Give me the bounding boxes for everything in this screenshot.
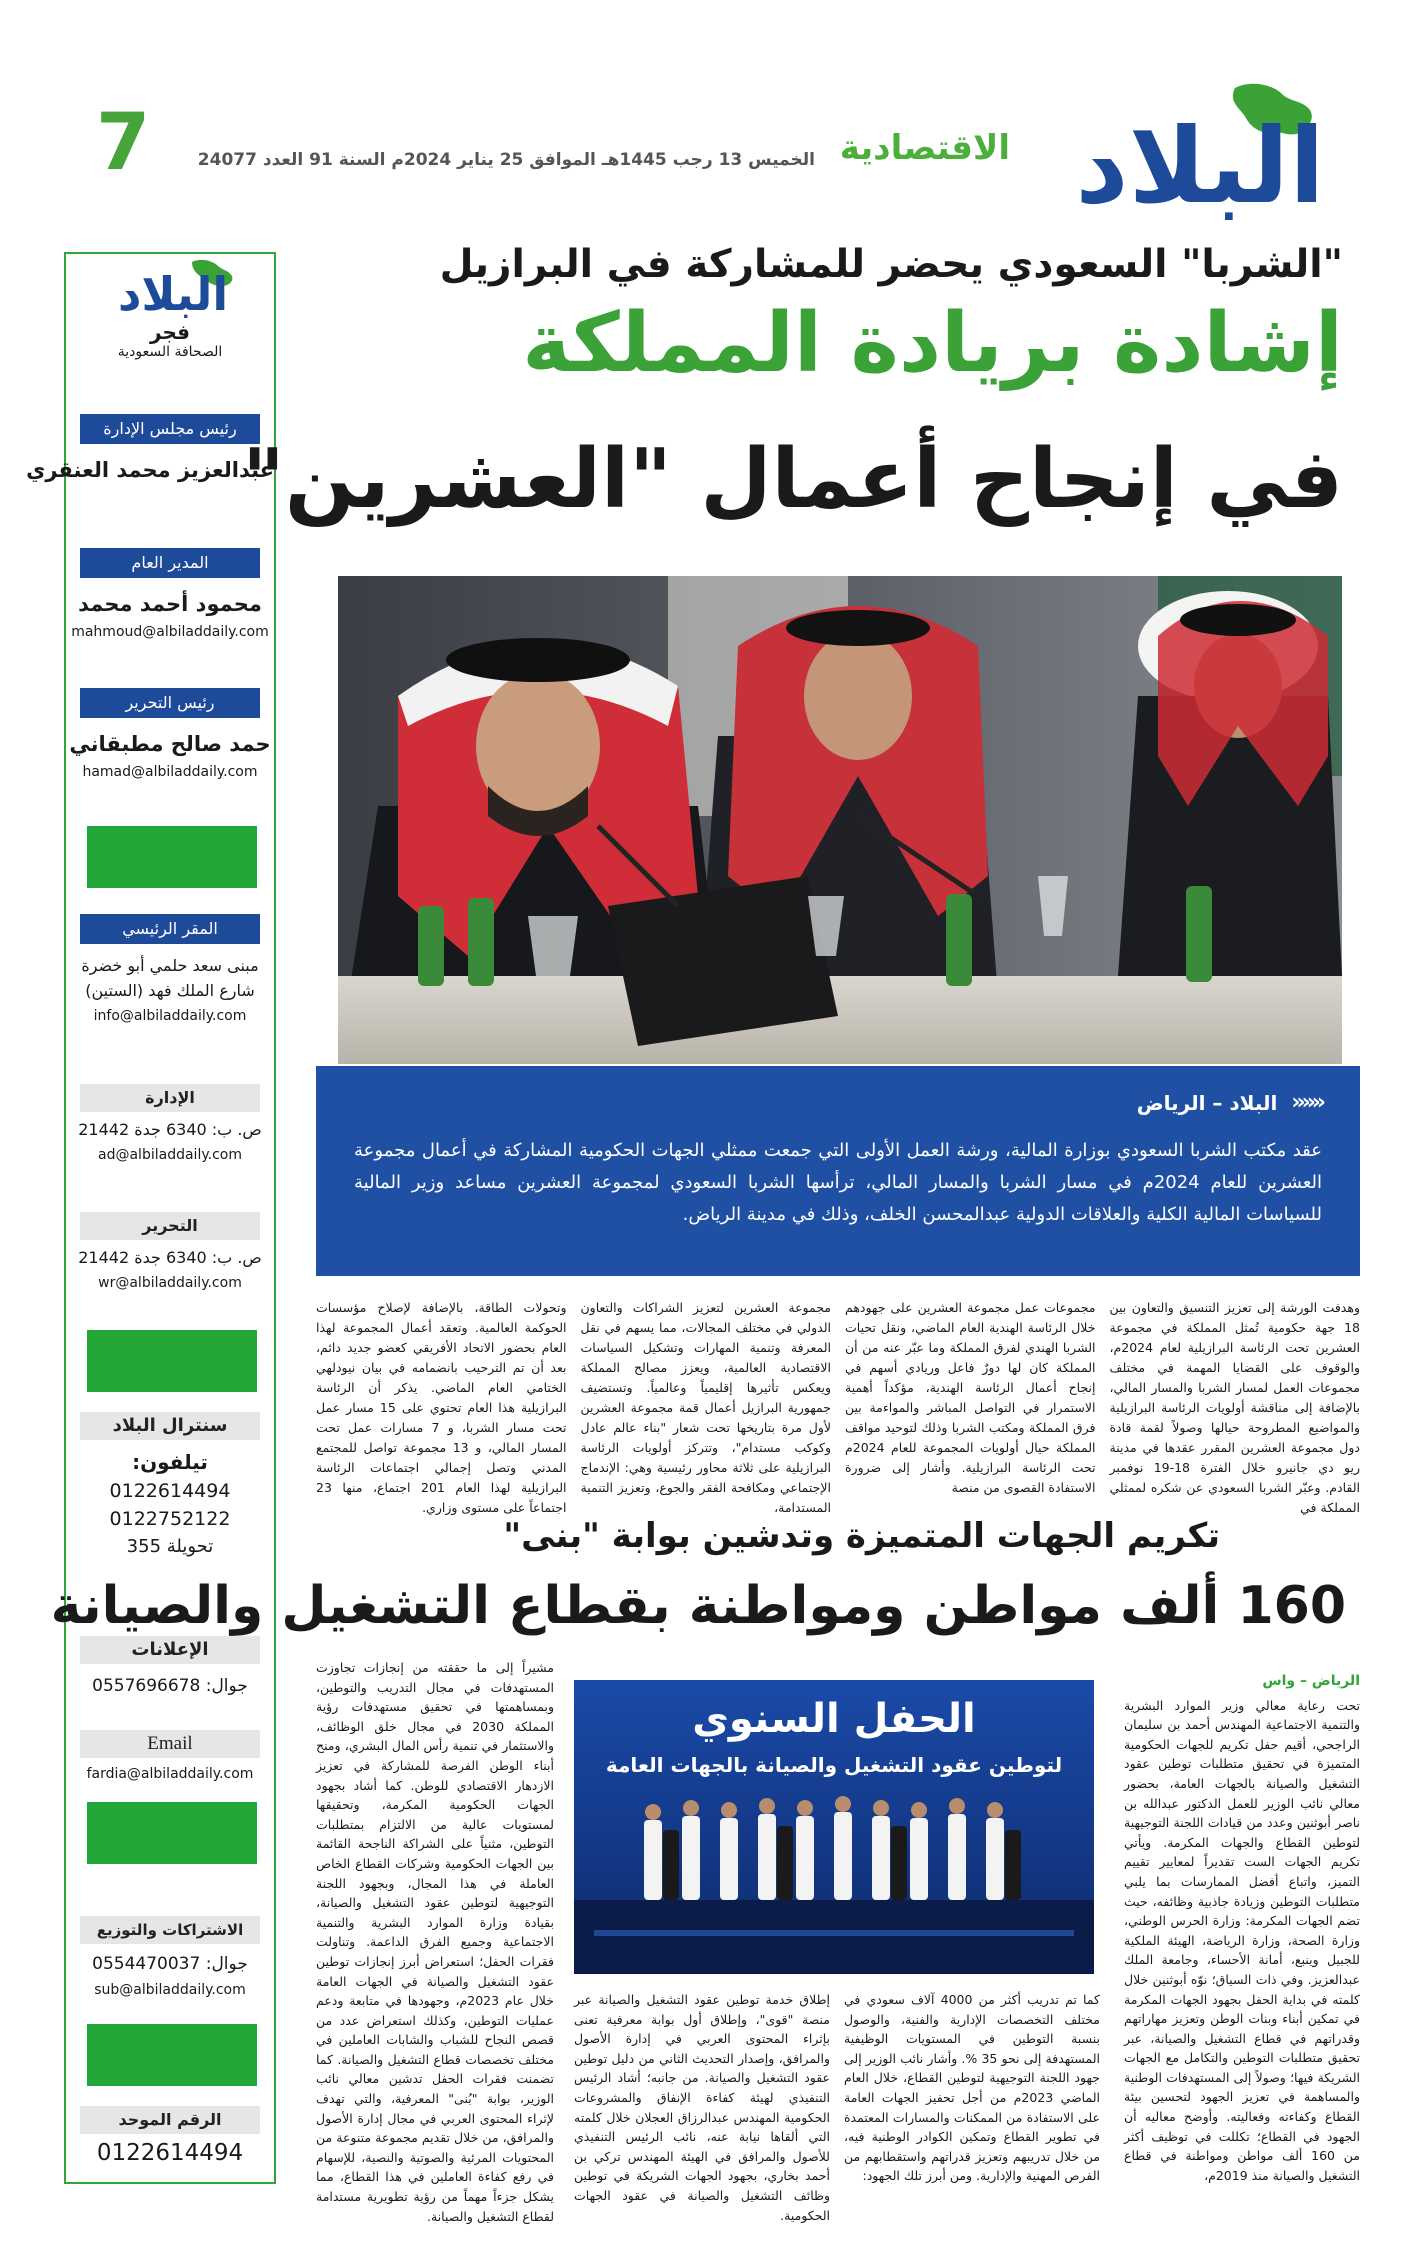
ads-email: fardia@albiladdaily.com: [86, 1766, 254, 1782]
sidebar-tagline-1: فجر: [150, 320, 190, 344]
chairman-label: رئيس مجلس الإدارة: [80, 414, 260, 444]
admin-email: ad@albiladdaily.com: [98, 1147, 242, 1163]
green-block: [87, 1802, 257, 1864]
ceremony-photo: [574, 1680, 1094, 1974]
gm-name: محمود أحمد محمد: [78, 592, 262, 616]
story1-headline-green: إشادة بريادة المملكة: [522, 296, 1343, 391]
email-label: Email: [80, 1730, 260, 1758]
story2-column: إطلاق خدمة توطين عقود التشغيل والصيانة عبر منصة "قوى"، وإطلاق أول بوابة معرفية تعنى بإثراء المحتوى العربي في إدارة الأصول والمرافق، وإصدار التحديث الثاني من دليل توطين عقود التشغيل والصيانة. من جانبه؛ أشاد الرئيس التنفيذي لهيئة كفاءة الإنفاق والمشروعات الحكومية المهندس عبدالرزاق العجلان خلال كلمته التي ألقاها نيابة عنه، نائب الرئيس التنفيذي للأصول والمرافق في الهيئة المهندس تركي بن أحمد بخاري، بجهود الجهات الشريكة في توطين وظائف التشغيل والصيانة في عقود الجهات الحكومية.: [574, 1992, 830, 2223]
logo-text: البلاد: [1075, 105, 1325, 227]
story1-headline-black: في إنجاح أعمال "العشرين": [242, 432, 1343, 527]
meeting-photo: [338, 576, 1342, 1064]
hq-label: المقر الرئيسي: [80, 914, 260, 944]
phones-label: تيلفون:: [132, 1450, 208, 1474]
story1-column: وتحولات الطاقة، بالإضافة لإصلاح مؤسسات الحوكمة العالمية. وتعقد أعمال المجموعة لهذا العام بحضور الاتحاد الأفريقي كعضو جديد دائم، بعد أن تم الترحيب بانضمامه في بيان نيودلهي الختامي العام الماضي. يذكر أن الرئاسة البرازيلية هذا العام تحتوي على 15 مسار عمل تحت مسار الشربا، و 7 مسارات عمل تحت المسار المالي، و 13 مجموعة تواصل للمجتمع المدني وتصل إجمالي اجتماعات الرئاسة البرازيلية لهذا العام 201 اجتماع، منها 23 اجتماعاً على مستوى وزاري.: [316, 1300, 567, 1515]
story2-column-left: مشيراً إلى ما حققته من إنجازات تجاوزت المستهدفات في مجال التدريب والتوطين، وبمساهمتها في تحقيق مستهدفات رؤية المملكة 2030 في مجال خلق الوظائف، والاستثمار في تنمية رأس المال البشري، ومنح أبناء الوطن الفرصة للمشاركة في تعزيز الازدهار الاقتصادي للوطن. كما أشاد بجهود الجهات الحكومية المكرمة، وتحقيقها لمستويات عالية من الالتزام بمتطلبات التوطين، مثنياً على الشراكة الناجحة القائمة بين الجهات الحكومية وشركات القطاع الخاص العاملة في هذا المجال، وبجهود اللجنة التوجيهية لتوطين عقود التشغيل والصيانة، بقيادة وزارة الموارد البشرية والتنمية الاجتماعية وجميع الفرق الداعمة. وتناولت فقرات الحفل؛ استعراض أبرز إنجازات توطين عقود التشغيل والصيانة في الجهات العامة خلال عام 2023م، وجهودها في متابعة ودعم عمليات التوطين، وكذلك استعراض عدد من قصص النجاح للشباب والشابات العاملين في مختلف تخصصات قطاع التشغيل والصيانة. كما تضمنت فقرات الحفل تدشين معالي نائب الوزير، بوابة "بُنى" المعرفية، والتي تهدف لإثراء المحتوى العربي في مجال إدارة الأصول والمرافق، من خلال تقديم مجموعة متنوعة من المحتويات المرئية والصوتية والنصية، للإسهام في رفع كفاءة العاملين في هذا القطاع، مما يشكل جزءاً مهماً من رؤية تطويرية مستدامة لقطاع التشغيل والصيانة.: [316, 1660, 555, 2224]
story1-lead: عقد مكتب الشربا السعودي بوزارة المالية، ورشة العمل الأولى التي جمعت ممثلي الجهات الحكومية المشاركة في أعمال مجموعة العشرين للعام 2024م في مسار الشربا والمسار المالي، ترأسها الشربا السعودي لمجموعة العشرين مساعد وزير المالية للسياسات المالية الكلية والعلاقات الدولية عبدالمحسن الخلف، وذلك في مدينة الرياض.: [354, 1140, 1322, 1225]
section-name: الاقتصادية: [839, 128, 1010, 168]
story2-column: كما تم تدريب أكثر من 4000 آلاف سعودي في مختلف التخصصات الإدارية والفنية، والوصول بنسبة التوطين في المستويات الوظيفية المستهدفة إلى نحو 35 %. وأشار نائب الوزير إلى جهود اللجنة التوجيهية لتوطين القطاع، خلال العام الماضي 2023م من أجل تحفيز الجهات العامة على الاستفادة من الممكنات والمسارات المعتمدة في تطوير القطاع وتمكين الكوادر الوطنية فيه، من خلال تدريبهم وتعزيز قدراتهم واستقطابهم من الفرص المهنية والإدارية. ومن أبرز تلك الجهود:: [844, 1992, 1100, 2184]
green-block: [87, 826, 257, 888]
editor-email: hamad@albiladdaily.com: [82, 764, 258, 780]
phone-1: 0122614494: [109, 1480, 231, 1502]
dateline: الخميس 13 رجب 1445هـ الموافق 25 يناير 2024م السنة 91 العدد 24077: [197, 150, 815, 170]
ads-mobile: جوال: 0557696678: [92, 1676, 248, 1696]
story1-column: وهدفت الورشة إلى تعزيز التنسيق والتعاون بين 18 جهة حكومية تُمثل المملكة في مجموعة العشرين تحت الرئاسة البرازيلية لعام 2024م، والوقوف على القضايا المهمة في مختلف مجموعات العمل لمسار الشربا والمسار المالي، بالإضافة إلى مناقشة أولويات الرئاسة البرازيلية والمواضيع المطروحة حيالها وصولاً لقمة قادة دول مجموعة العشرين المقرر عقدها في مدينة ريو دي جانيرو خلال الفترة 18-19 نوفمبر القادم. وعبّر الشربا السعودي عن شكره لممثلي المملكة في: [1109, 1300, 1360, 1515]
chairman-name: عبدالعزيز محمد العنقري: [26, 458, 274, 482]
page-number: 7: [96, 98, 151, 188]
hq-email: info@albiladdaily.com: [93, 1008, 247, 1024]
sidebar-tagline-2: الصحافة السعودية: [117, 344, 223, 360]
story2-middle-columns: [574, 1990, 1100, 2223]
editor-label: رئيس التحرير: [80, 688, 260, 718]
phone-2: 0122752122: [109, 1508, 231, 1530]
banner-subtitle: لتوطين عقود التشغيل والصيانة بالجهات العامة: [605, 1753, 1063, 1777]
subs-label: الاشتراكات والتوزيع: [80, 1916, 260, 1944]
newspaper-logo: [1060, 80, 1340, 227]
unified-number: 0122614494: [96, 2140, 244, 2166]
banner-title: الحفل السنوي: [692, 1696, 976, 1742]
editor-name: حمد صالح مطبقاني: [69, 732, 271, 756]
story1-column: مجموعات عمل مجموعة العشرين على جهودهم خلال الرئاسة الهندية العام الماضي، ونقل تحيات الشربا الهندي لفرق المملكة وما عبّر عنه من أن المملكة كان لها دورٌ فاعل وريادي أسهم في إنجاح أعمال الرئاسة الهندية، مؤكداً أهمية الاستمرار في التواصل المباشر والمواءمة بين فرق المملكة ومكتب الشربا وذلك لتوحيد مواقف المملكة حيال أولويات المجموعة للعام 2024م تحت الرئاسة البرازيلية. وأشار إلى ضرورة الاستفادة القصوى من منصة: [845, 1300, 1096, 1495]
ads-label: الإعلانات: [80, 1636, 260, 1664]
editorial-label: التحرير: [80, 1212, 260, 1240]
sidebar: [26, 252, 276, 2184]
story2-text: تحت رعاية معالي وزير الموارد البشرية والتنمية الاجتماعية المهندس أحمد بن سليمان الراجحي، أقيم حفل تكريم للجهات الحكومية المتميزة في تحقيق متطلبات توطين عقود التشغيل والصيانة بالجهات العامة، بحضور معالي نائب الوزير للعمل الدكتور عبدالله بن ناصر أبوثنين وعدد من قيادات اللجنة التوجيهية لتوطين القطاع والجهات المكرمة. ويأتي تكريم الجهات الست تقديراً لمعايير تقييم التميز، واتباع أفضل الممارسات بما يلبي متطلبات التوطين وزيادة جاذبية وظائفه، حيث تضم الجهات المكرمة: وزارة الحرس الوطني، وزارة الصحة، وزارة الرياضة، الهيئة الملكية للجبيل وينبع، أمانة الأحساء، وجامعة الملك عبدالعزيز. وفي ذات السياق؛ نوّه أبوثنين خلال كلمته في بداية الحفل بجهود الجهات المكرمة في تمكين أبناء وبنات الوطن وتعزيز مهاراتهم وقدراتهم في قطاع التشغيل والصيانة، عبر تحقيق متطلبات التوطين والتكامل مع الجهات الشريكة فيها؛ وصولاً إلى المستهدفات الوطنية والمساهمة في تعزيز الجهود لتحسين بيئة القطاع وكفاءته وفعاليته. وأوضح معاليه أن الجهود في القطاع؛ تكللت في توظيف أكثر من 160 ألف مواطن ومواطنة في قطاع التشغيل والصيانة منذ 2019م،: [1124, 1697, 1360, 2183]
gm-label: المدير العام: [80, 548, 260, 578]
gm-email: mahmoud@albiladdaily.com: [71, 624, 269, 640]
admin-box: ص. ب: 6340 جدة 21442: [78, 1120, 262, 1139]
subs-email: sub@albiladdaily.com: [94, 1982, 246, 1998]
svg-text:البلاد: البلاد: [117, 267, 229, 321]
central-label: سنترال البلاد: [80, 1412, 260, 1440]
chevrons-icon: «««: [1291, 1090, 1322, 1115]
editorial-email: wr@albiladdaily.com: [98, 1275, 242, 1291]
story2-column-right: [1124, 1672, 1360, 2184]
extension: تحويلة 355: [126, 1536, 214, 1557]
admin-label: الإدارة: [80, 1084, 260, 1112]
green-block: [87, 2024, 257, 2086]
unified-label: الرقم الموحد: [80, 2106, 260, 2134]
green-block: [87, 1330, 257, 1392]
hq-line-1: مبنى سعد حلمي أبو خضرة: [81, 956, 259, 975]
story1-byline: ««« البلاد – الرياض: [1136, 1090, 1322, 1115]
editorial-box: ص. ب: 6340 جدة 21442: [78, 1248, 262, 1267]
story1-kicker: "الشربا" السعودي يحضر للمشاركة في البرازيل: [439, 242, 1343, 287]
story2-byline: الرياض – واس: [1262, 1673, 1360, 1689]
story2-kicker: تكريم الجهات المتميزة وتدشين بوابة "بنى": [503, 1516, 1220, 1556]
story1-columns: [316, 1298, 1360, 1515]
story2-headline: 160 ألف مواطن ومواطنة بقطاع التشغيل والصيانة: [50, 1576, 1346, 1636]
story1-column: مجموعة العشرين لتعزيز الشراكات والتعاون الدولي في مختلف المجالات، مما يسهم في نقل المعرفة وتنمية المهارات وتشكيل السياسات الاقتصادية العالمية، ويعزز مصالح المملكة ويعكس تأثيرها إقليمياً وعالمياً. وتستضيف جمهورية البرازيل أعمال قمة مجموعة العشرين لأول مرة بتاريخها تحت شعار "بناء عالم عادل وكوكب مستدام"، وتتركز أولويات الرئاسة البرازيلية على ثلاثة محاور رئيسية وهي: الإندماج الإجتماعي ومكافحة الفقر والجوع، وتعزيز التنمية المستدامة،: [580, 1300, 831, 1515]
lead-box: [316, 1066, 1360, 1276]
sidebar-logo: [88, 258, 258, 321]
hq-line-2: شارع الملك فهد (الستين): [85, 981, 255, 1000]
subs-mobile: جوال: 0554470037: [92, 1954, 248, 1974]
